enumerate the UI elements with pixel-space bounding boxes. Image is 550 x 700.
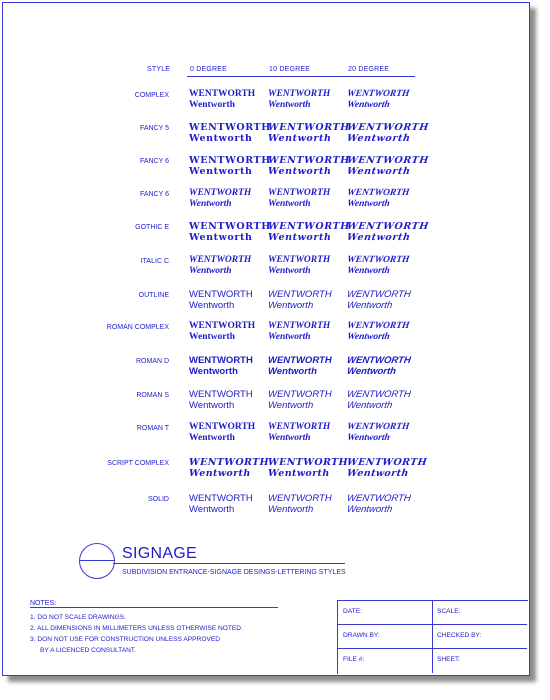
style-name: SCRIPT COMPLEX (107, 460, 169, 467)
style-row-roman-complex (0, 321, 526, 351)
info-table-rule (337, 624, 527, 625)
notes-underline (30, 607, 278, 608)
sample-10-degree: WENTWORTH Wentworth (268, 457, 348, 479)
sample-0-degree: WENTWORTH Wentworth (189, 255, 252, 276)
header-0-degree: 0 DEGREE (190, 66, 227, 73)
sample-10-degree: WENTWORTH Wentworth (268, 493, 332, 515)
style-name: FANCY 6 (139, 158, 169, 165)
notes-heading: NOTES: (30, 600, 57, 607)
sample-0-degree: WENTWORTH Wentworth (189, 321, 256, 342)
style-row-italic-c (0, 255, 526, 285)
sample-20-degree: WENTWORTH Wentworth (346, 457, 428, 479)
sample-20-degree: WENTWORTH Wentworth (346, 422, 411, 443)
sample-10-degree: WENTWORTH Wentworth (268, 255, 331, 276)
style-name: SOLID (147, 496, 169, 503)
sample-20-degree: WENTWORTH Wentworth (346, 122, 430, 144)
sample-10-degree: WENTWORTH Wentworth (268, 155, 350, 177)
file-number-label: FILE #: (343, 656, 365, 663)
style-name: OUTLINE (138, 292, 169, 299)
note-item: 3. DON NOT USE FOR CONSTRUCTION UNLESS APPROVED (30, 636, 221, 643)
style-name: ROMAN S (136, 392, 169, 399)
sample-0-degree: WENTWORTH Wentworth (189, 457, 269, 479)
sample-0-degree: WENTWORTH Wentworth (189, 221, 271, 243)
sample-20-degree: WENTWORTH Wentworth (346, 389, 412, 411)
style-row-solid (0, 493, 526, 523)
sample-20-degree: WENTWORTH Wentworth (346, 321, 411, 342)
sample-0-degree: WENTWORTH Wentworth (189, 122, 271, 144)
style-name: ROMAN COMPLEX (106, 324, 169, 331)
note-item: 1. DO NOT SCALE DRAWINGS. (30, 614, 126, 621)
style-row-fancy-6 (0, 155, 526, 185)
style-name: ROMAN T (136, 425, 169, 432)
note-item: BY A LICENCED CONSULTANT. (40, 647, 136, 654)
sample-10-degree: WENTWORTH Wentworth (268, 321, 331, 342)
checked-by-label: CHECKED BY: (437, 632, 482, 639)
sample-0-degree: WENTWORTH Wentworth (189, 422, 256, 443)
sample-10-degree: WENTWORTH Wentworth (268, 422, 331, 443)
style-name: ITALIC C (140, 258, 169, 265)
sample-20-degree: WENTWORTH Wentworth (346, 188, 411, 209)
scale-label: SCALE: (437, 608, 461, 615)
sample-20-degree: WENTWORTH Wentworth (346, 255, 411, 276)
sample-0-degree: WENTWORTH Wentworth (189, 493, 253, 515)
style-name: COMPLEX (134, 92, 169, 99)
sample-10-degree: WENTWORTH Wentworth (268, 89, 331, 110)
title-circle-divider (79, 560, 115, 561)
info-table-divider (432, 600, 433, 673)
sample-10-degree: WENTWORTH Wentworth (268, 355, 332, 377)
drawn-by-label: DRAWN BY: (343, 632, 380, 639)
header-20-degree: 20 DEGREE (348, 66, 390, 73)
style-row-roman-t (0, 422, 526, 452)
style-row-outline (0, 289, 526, 319)
sample-0-degree: WENTWORTH Wentworth (189, 389, 253, 411)
sample-0-degree: WENTWORTH Wentworth (189, 155, 271, 177)
style-name: FANCY 6 (139, 191, 169, 198)
style-row-gothic-e (0, 221, 526, 251)
sample-10-degree: WENTWORTH Wentworth (268, 221, 350, 243)
header-style: STYLE (147, 66, 171, 73)
drawing-subtitle: SUBDIVISION ENTRANCE-SIGNAGE DESINGS-LETTERING STYLES (122, 569, 346, 576)
header-underline (187, 76, 415, 77)
style-name: ROMAN D (135, 358, 169, 365)
sample-20-degree: WENTWORTH Wentworth (346, 355, 412, 377)
sample-10-degree: WENTWORTH Wentworth (268, 122, 350, 144)
info-table-rule (337, 648, 527, 649)
sample-20-degree: WENTWORTH Wentworth (346, 155, 430, 177)
header-10-degree: 10 DEGREE (269, 66, 311, 73)
sample-0-degree: WENTWORTH Wentworth (189, 89, 256, 110)
sample-10-degree: WENTWORTH Wentworth (268, 389, 332, 411)
style-row-roman-d (0, 355, 526, 385)
sample-20-degree: WENTWORTH Wentworth (346, 493, 412, 515)
sheet-label: SHEET: (437, 656, 461, 663)
sample-0-degree: WENTWORTH Wentworth (189, 355, 253, 377)
sample-10-degree: WENTWORTH Wentworth (268, 289, 332, 311)
style-row-complex (0, 89, 526, 119)
style-row-script-complex (0, 457, 526, 487)
title-underline (113, 563, 345, 564)
note-item: 2. ALL DIMENSIONS IN MILLIMETERS UNLESS OTHERWISE NOTED. (30, 625, 243, 632)
sample-10-degree: WENTWORTH Wentworth (268, 188, 331, 209)
style-row-fancy-5 (0, 122, 526, 152)
style-name: FANCY 5 (139, 125, 169, 132)
drawing-title: SIGNAGE (122, 545, 198, 562)
sample-0-degree: WENTWORTH Wentworth (189, 188, 252, 209)
style-row-roman-s (0, 389, 526, 419)
style-name: GOTHIC E (135, 224, 169, 231)
style-row-fancy-6-italic (0, 188, 526, 218)
sample-0-degree: WENTWORTH Wentworth (189, 289, 253, 311)
sample-20-degree: WENTWORTH Wentworth (346, 221, 430, 243)
sample-20-degree: WENTWORTH Wentworth (346, 289, 412, 311)
sample-20-degree: WENTWORTH Wentworth (346, 89, 411, 110)
title-circle-icon (79, 543, 115, 579)
date-label: DATE: (343, 608, 362, 615)
